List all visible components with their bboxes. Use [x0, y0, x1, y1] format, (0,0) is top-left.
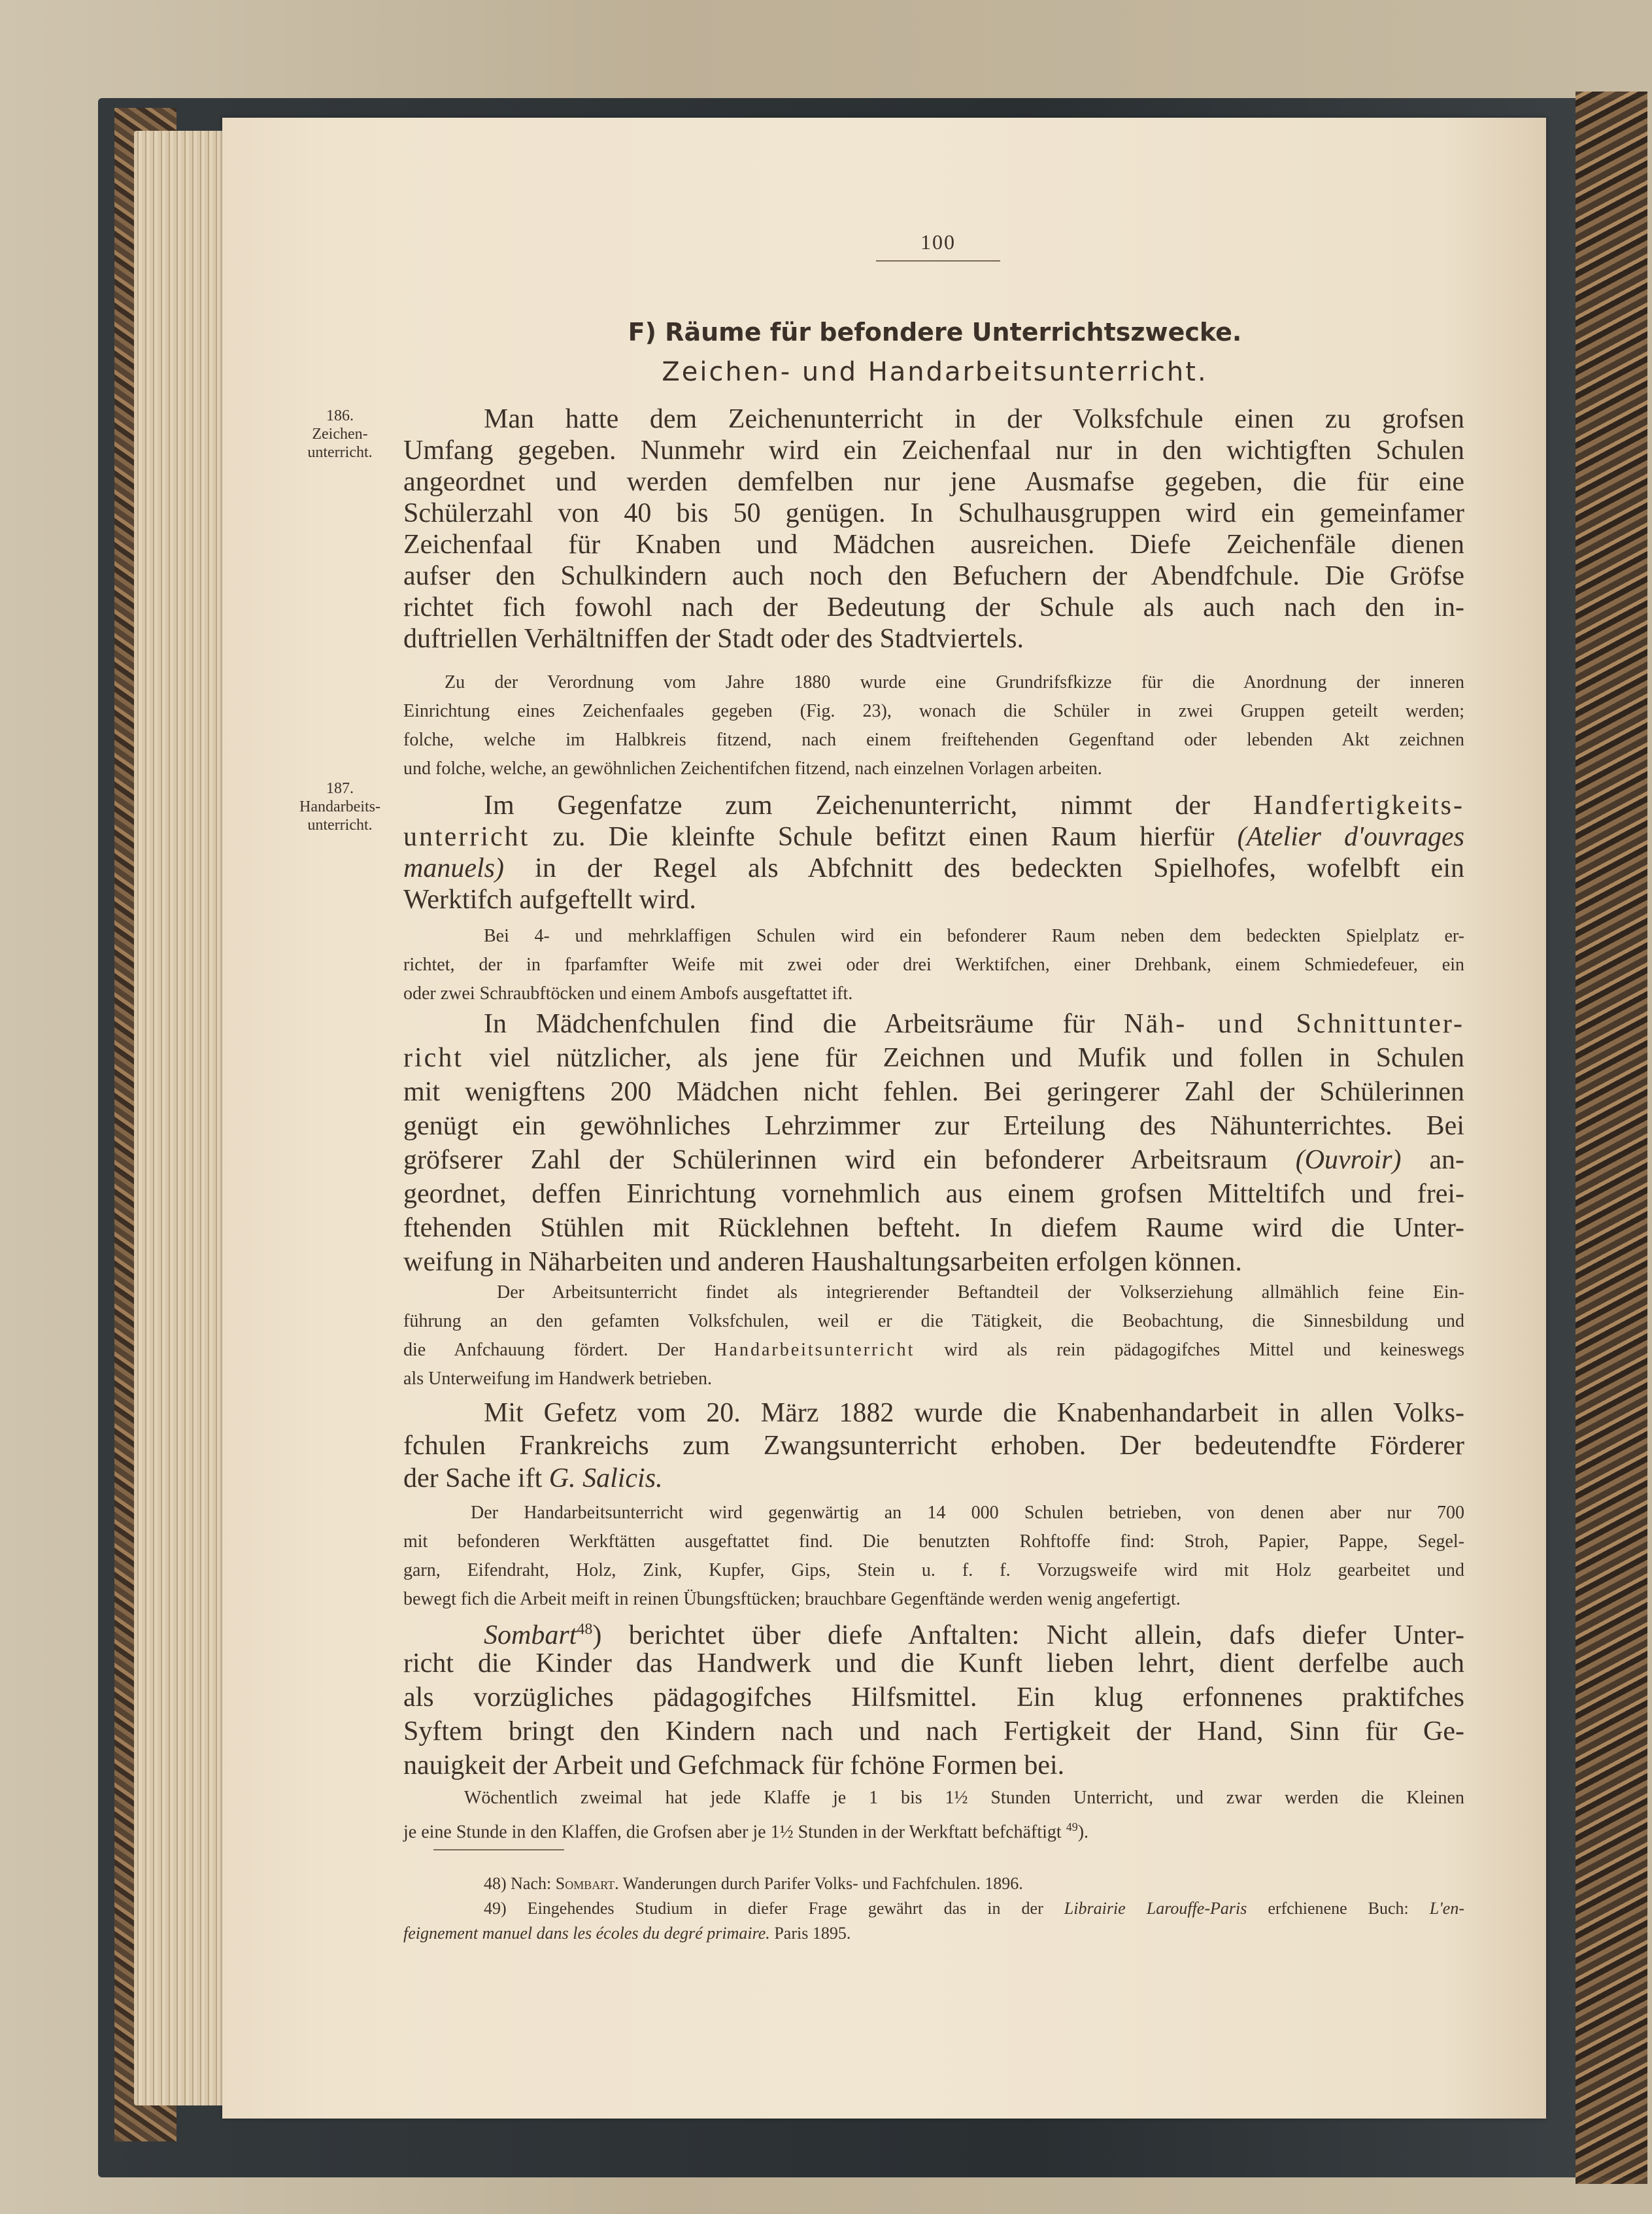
text-line: Schülerzahl von 40 bis 50 genügen. In Schulhausgruppen wird ein gemeinfamer [403, 498, 1464, 528]
emphasized-term: Handfertigkeits- [1253, 791, 1464, 821]
text-line [403, 1463, 1464, 1494]
text-span: gröfserer Zahl der Schülerinnen wird ein befonderer Arbeitsraum [403, 1145, 1296, 1175]
text-line: aufser den Schulkindern auch noch den Befuchern der Abendfchule. Die Gröfse [403, 561, 1464, 591]
text-span: wird als rein pädagogifches Mittel und keineswegs [915, 1340, 1464, 1360]
margin-note-line: unterricht. [307, 817, 373, 834]
italic-term: feignement manuel dans les écoles du degré primaire. [403, 1924, 770, 1943]
italic-term: (Atelier d'ouvrages [1237, 822, 1465, 852]
text-line: ftehenden Stühlen mit Rücklehnen befteht. In diefem Raume wird die Unter- [403, 1213, 1464, 1243]
margin-note-number: 186. [326, 407, 354, 424]
italic-term: (Ouvroir) [1295, 1145, 1402, 1175]
section-heading: F) Räume für befondere Unterrichtszwecke. [628, 318, 1242, 347]
text-line: Bei 4- und mehrklaffigen Schulen wird ein befonderer Raum neben dem bedeckten Spielplatz er- [484, 926, 1464, 946]
italic-term: Sombart [484, 1620, 577, 1650]
text-line: Werktifch aufgeftellt wird. [403, 885, 696, 915]
italic-term: Librairie Larouffe-Paris [1064, 1899, 1247, 1918]
emphasized-term: Handarbeitsunterricht [714, 1340, 915, 1360]
text-line: Der Arbeitsunterricht findet als integrierender Beftandteil der Volkserziehung allmählich feine Ein- [497, 1282, 1464, 1303]
italic-term: G. Salicis. [548, 1463, 663, 1493]
text-line: geordnet, deffen Einrichtung vornehmlich aus einem grofsen Mitteltifch und frei- [403, 1179, 1464, 1209]
page-edges [134, 131, 232, 2105]
emphasized-term: unterricht [403, 822, 530, 852]
text-line: garn, Eifendraht, Holz, Zink, Kupfer, Gips, Stein u. f. f. Vorzugsweife wird mit Holz gearbeitet und [403, 1560, 1464, 1580]
text-span: ). [1077, 1822, 1089, 1843]
text-line: Umfang gegeben. Nunmehr wird ein Zeichenfaal nur in den wichtigften Schulen [403, 435, 1464, 466]
text-span: erfchienene Buch: [1247, 1899, 1430, 1918]
margin-note-line: Handarbeits- [299, 798, 380, 815]
text-span: viel nützlicher, als jene für Zeichnen und Mufik und follen in Schulen [463, 1043, 1464, 1073]
margin-note-line: Zeichen- [312, 426, 368, 443]
text-line: Wöchentlich zweimal hat jede Klaffe je 1 bis 1½ Stunden Unterricht, und zwar werden die Kleinen [464, 1788, 1464, 1808]
text-line: richtet, der in fparfamfter Weife mit zwei oder drei Werktifchen, einer Drehbank, einem Schmiedefeuer, ein [403, 955, 1464, 975]
text-line: Einrichtung eines Zeichenfaales gegeben (Fig. 23), wonach die Schüler in zwei Gruppen geteilt werden; [403, 701, 1464, 721]
text-line: Zu der Verordnung vom Jahre 1880 wurde eine Grundrifsfkizze für die Anordnung der inneren [445, 672, 1464, 692]
text-line: fchulen Frankreichs zum Zwangsunterricht erhoben. Der bedeutendfte Förderer [403, 1431, 1464, 1461]
text-line: als vorzügliches pädagogifches Hilfsmittel. Ein klug erfonnenes praktifches [403, 1682, 1464, 1712]
emphasized-term: richt [403, 1043, 464, 1073]
text-span: an- [1401, 1145, 1464, 1175]
margin-note-187 [268, 779, 412, 834]
text-line [403, 1042, 1464, 1074]
text-span: 48) Nach: [484, 1874, 556, 1893]
text-line: und folche, welche, an gewöhnlichen Zeichentifchen fitzend, nach einzelnen Vorlagen arbeiten. [403, 758, 1102, 779]
footnote-49 [484, 1896, 1464, 1921]
text-line: führung an den gefamten Volksfchulen, weil er die Tätigkeit, die Beobachtung, die Sinnesbildung und [403, 1311, 1464, 1331]
footnote-49-cont [403, 1921, 1464, 1946]
text-line: Zeichenfaal für Knaben und Mädchen ausreichen. Diefe Zeichenfäle dienen [403, 530, 1464, 560]
text-span: Wanderungen durch Parifer Volks- und Fachfchulen. 1896. [618, 1874, 1023, 1893]
text-line: richtet fich fowohl nach der Bedeutung der Schule als auch nach den in- [403, 592, 1464, 622]
text-line [403, 1336, 1464, 1365]
text-line: Mit Gefetz vom 20. März 1882 wurde die Knabenhandarbeit in allen Volks- [484, 1398, 1464, 1428]
text-line: als Unterweifung im Handwerk betrieben. [403, 1369, 712, 1389]
text-span: zu. Die kleinfte Schule befitzt einen Raum hierfür [530, 822, 1238, 852]
text-line: bewegt fich die Arbeit meift in reinen Übungsftücken; brauchbare Gegenftände werden wenig angefertigt. [403, 1589, 1181, 1609]
text-line: duftriellen Verhältniffen der Stadt oder des Stadtviertels. [403, 624, 1024, 654]
text-line: folche, welche im Halbkreis fitzend, nach einem freiftehenden Gegenftand oder lebenden Akt zeichnen [403, 730, 1464, 750]
text-line: richt die Kinder das Handwerk und die Kunft lieben lehrt, dient derfelbe auch [403, 1648, 1464, 1678]
text-line: oder zwei Schraubftöcken und einem Ambofs ausgeftattet ift. [403, 983, 853, 1004]
section-subheading: Zeichen- und Handarbeitsunterricht. [662, 357, 1208, 387]
footnote-ref: 49 [1066, 1820, 1078, 1833]
text-line [484, 790, 1464, 821]
text-line: weifung in Näharbeiten und anderen Haushaltungsarbeiten erfolgen können. [403, 1247, 1242, 1277]
text-line: mit befonderen Werkftätten ausgeftattet find. Die benutzten Rohftoffe find: Stroh, Papier, Pappe, Segel- [403, 1531, 1464, 1552]
text-line: nauigkeit der Arbeit und Gefchmack für fchöne Formen bei. [403, 1750, 1065, 1780]
text-line [484, 1614, 1464, 1651]
text-line: Der Handarbeitsunterricht wird gegenwärtig an 14 000 Schulen betrieben, von denen aber nur 700 [471, 1503, 1464, 1523]
text-span: In Mädchenfchulen find die Arbeitsräume für [484, 1009, 1124, 1039]
text-span: in der Regel als Abfchnitt des bedeckten Spielhofes, wofelbft ein [503, 853, 1464, 883]
italic-term: L'en- [1429, 1899, 1464, 1918]
header-rule [876, 260, 1000, 262]
text-span: der Sache ift [403, 1463, 549, 1493]
text-line: Man hatte dem Zeichenunterricht in der Volksfchule einen zu grofsen [484, 404, 1464, 434]
margin-note-186 [268, 407, 412, 462]
text-line [403, 1144, 1464, 1176]
text-line [403, 821, 1464, 853]
text-line [403, 1813, 1464, 1847]
text-line: Syftem bringt den Kindern nach und nach Fertigkeit der Hand, Sinn für Ge- [403, 1716, 1464, 1746]
emphasized-term: Näh- und Schnittunter- [1124, 1009, 1464, 1039]
text-line [484, 1008, 1464, 1040]
text-span: ) berichtet über diefe Anftalten: Nicht allein, dafs diefer Unter- [592, 1620, 1464, 1650]
text-span: Paris 1895. [769, 1924, 851, 1943]
author-name: Sombart. [555, 1874, 619, 1893]
text-line: mit wenigftens 200 Mädchen nicht fehlen. Bei geringerer Zahl der Schülerinnen [403, 1077, 1464, 1107]
marbled-endpaper-right [1576, 92, 1647, 2184]
text-line [403, 853, 1464, 884]
text-line: angeordnet und werden demfelben nur jene Ausmafse gegeben, die für eine [403, 467, 1464, 497]
page-number: 100 [920, 230, 956, 254]
text-span: je eine Stunde in den Klaffen, die Grofsen aber je 1½ Stunden in der Werkftatt befchäftigt [403, 1822, 1066, 1843]
footnote-ref: 48 [577, 1621, 593, 1638]
text-span: die Anfchauung fördert. Der [403, 1340, 715, 1360]
text-line: genügt ein gewöhnliches Lehrzimmer zur Erteilung des Nähunterrichtes. Bei [403, 1111, 1464, 1141]
italic-term: manuels) [403, 853, 504, 883]
margin-note-line: unterricht. [307, 444, 373, 461]
margin-note-number: 187. [326, 780, 354, 797]
footnote-48 [484, 1871, 1464, 1896]
text-span: 49) Eingehendes Studium in diefer Frage gewährt das in der [484, 1899, 1064, 1918]
text-span: Im Gegenfatze zum Zeichenunterricht, nimmt der [484, 791, 1253, 821]
footnote-rule [433, 1849, 564, 1850]
